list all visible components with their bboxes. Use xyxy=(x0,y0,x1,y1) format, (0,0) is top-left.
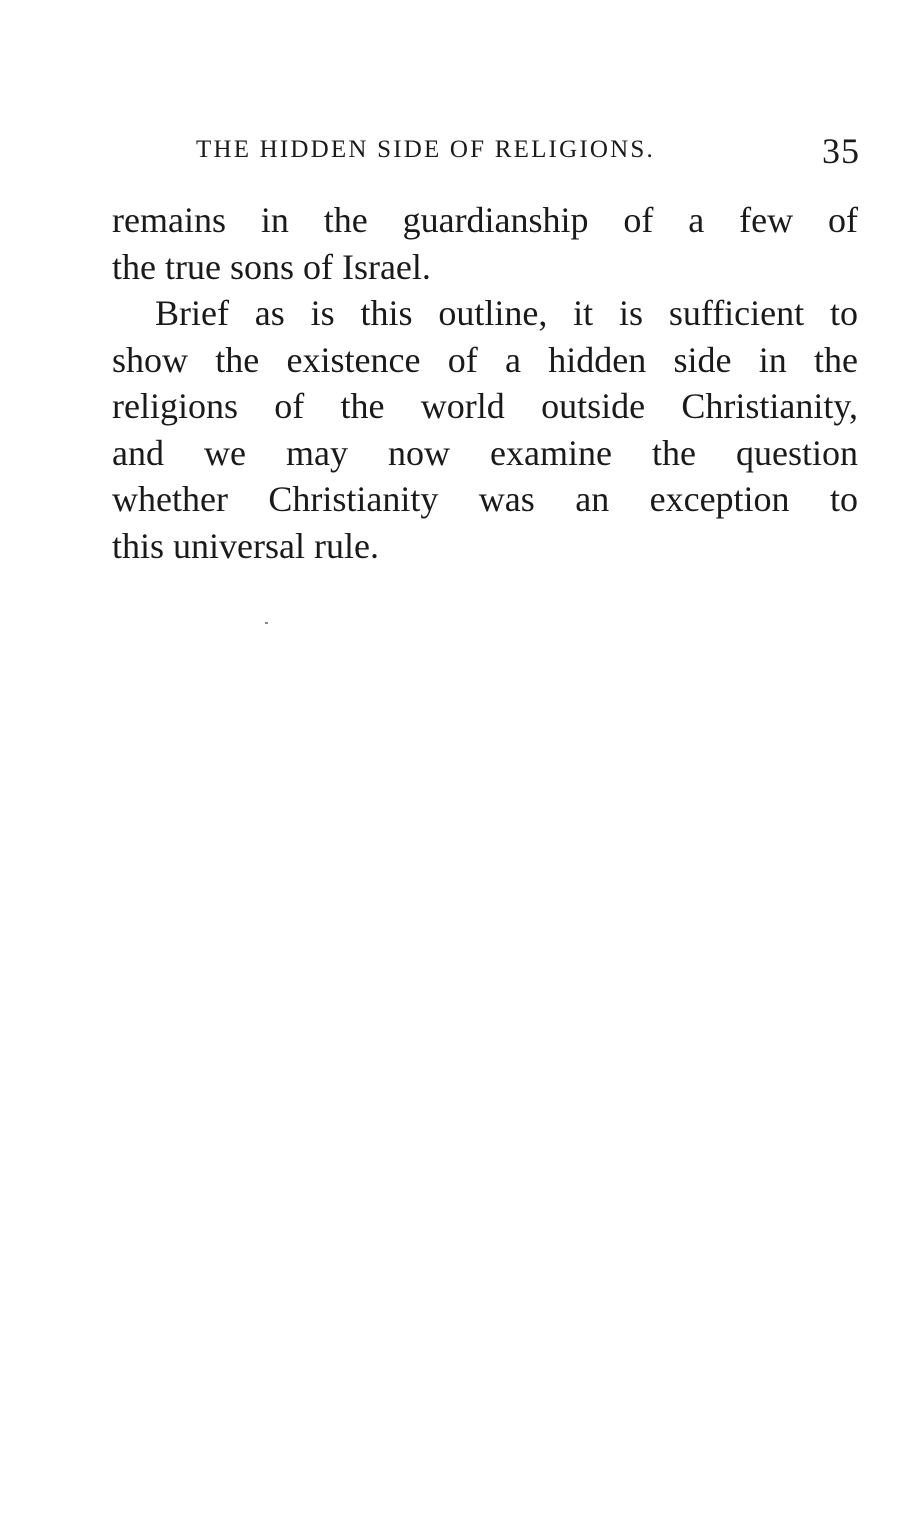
body-text xyxy=(112,197,858,569)
running-head xyxy=(196,132,860,176)
running-title: THE HIDDEN SIDE OF RELIGIONS. xyxy=(196,136,655,163)
text-line: religions of the world outside Christianity, xyxy=(112,386,858,426)
paragraph-1 xyxy=(112,197,858,290)
text-line: whether Christianity was an exception to xyxy=(112,479,858,519)
paragraph-2 xyxy=(112,290,858,569)
text-line: show the existence of a hidden side in the xyxy=(112,339,858,380)
text-line: remains in the guardianship of a few of xyxy=(112,200,858,240)
text-line: and we may now examine the question xyxy=(112,432,858,473)
page-number: 35 xyxy=(822,131,860,171)
text-line: the true sons of Israel. xyxy=(112,246,431,287)
text-line: Brief as is this outline, it is sufficient to xyxy=(155,293,858,333)
scan-speck xyxy=(265,622,268,624)
text-line: this universal rule. xyxy=(112,525,379,566)
